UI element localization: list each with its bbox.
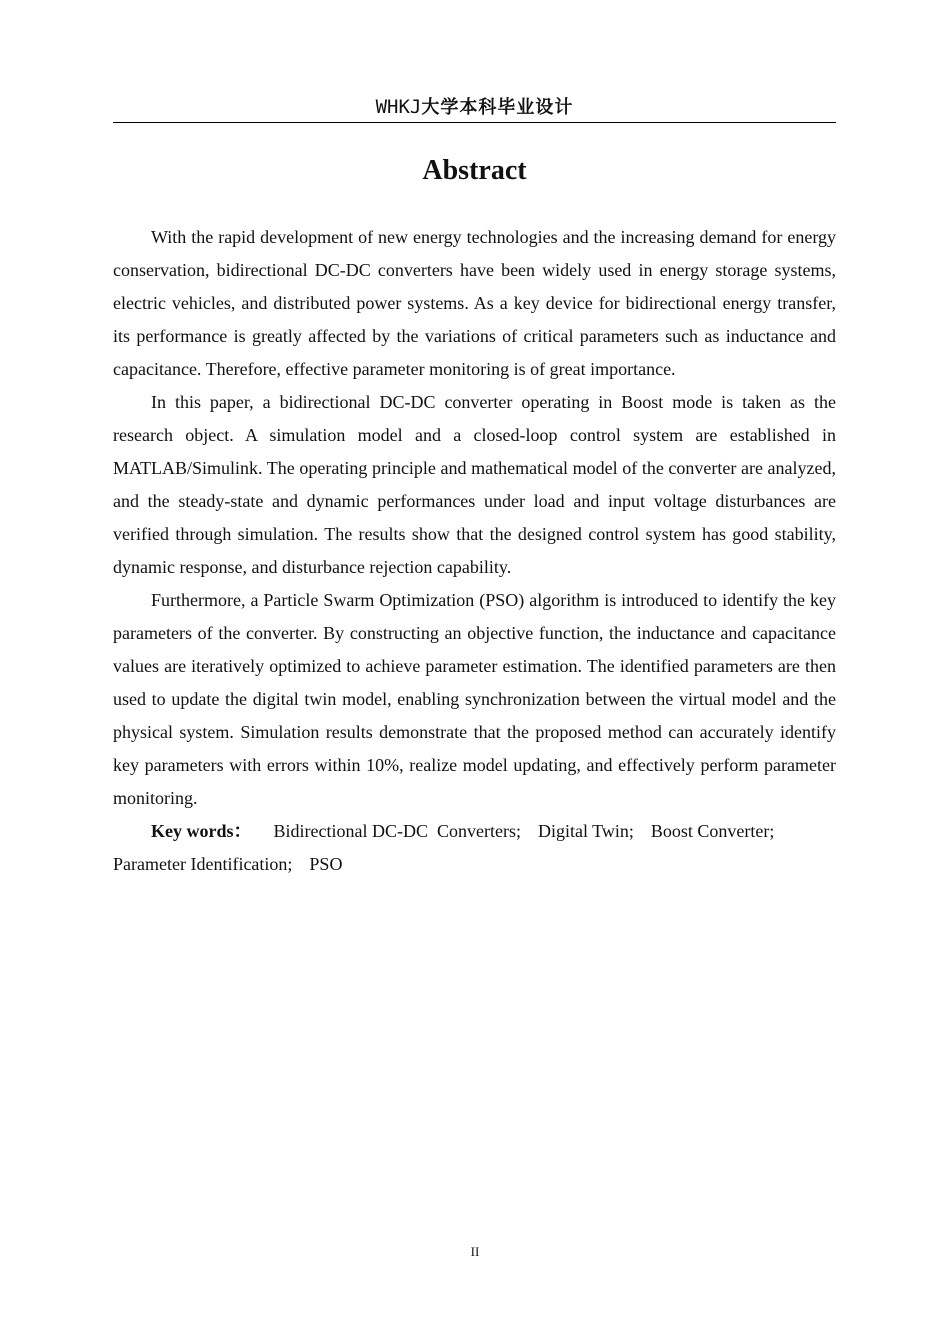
- keyword-item: Boost Converter;: [650, 821, 775, 841]
- keyword-item: Parameter Identification;: [113, 854, 293, 874]
- header-cjk-text: 大学本科毕业设计: [421, 97, 574, 118]
- abstract-paragraph-2: In this paper, a bidirectional DC-DC converter operating in Boost mode is taken as the research object. A simulation model and a closed-loop control system are established in MATLAB/Simulink. The operating principle and mathematical model of the converter are analyzed, and the steady-state and dynamic performances under load and input voltage disturbances are verified through simulation. The results show that the designed control system has good stability, dynamic response, and disturbance rejection capability.: [113, 392, 836, 577]
- abstract-paragraph-3: Furthermore, a Particle Swarm Optimization (PSO) algorithm is introduced to identify the key parameters of the converter. By constructing an objective function, the inductance and capacitance values are iteratively optimized to achieve parameter estimation. The identified parameters are then used to update the digital twin model, enabling synchronization between the virtual model and the physical system. Simulation results demonstrate that the proposed method can accurately identify key parameters with errors within 10%, realize model updating, and effectively perform parameter monitoring.: [113, 590, 836, 808]
- keywords-label: Key words：: [151, 821, 252, 841]
- keyword-item: Bidirectional DC-DC Converters;: [273, 821, 521, 841]
- abstract-title: Abstract: [422, 155, 527, 186]
- page-number: II: [470, 1244, 480, 1259]
- abstract-paragraph-1: With the rapid development of new energy technologies and the increasing demand for energy conservation, bidirectional DC-DC converters have been widely used in energy storage systems, electric vehicles, and distributed power systems. As a key device for bidirectional energy transfer, its performance is greatly affected by the variations of critical parameters such as inductance and capacitance. Therefore, effective parameter monitoring is of great importance.: [113, 227, 836, 379]
- keyword-item: PSO: [309, 854, 343, 874]
- keywords-line: [113, 815, 836, 881]
- running-header: [113, 94, 836, 123]
- keyword-item: Digital Twin;: [537, 821, 634, 841]
- header-latin-text: WHKJ: [375, 96, 422, 118]
- abstract-body: [113, 221, 836, 881]
